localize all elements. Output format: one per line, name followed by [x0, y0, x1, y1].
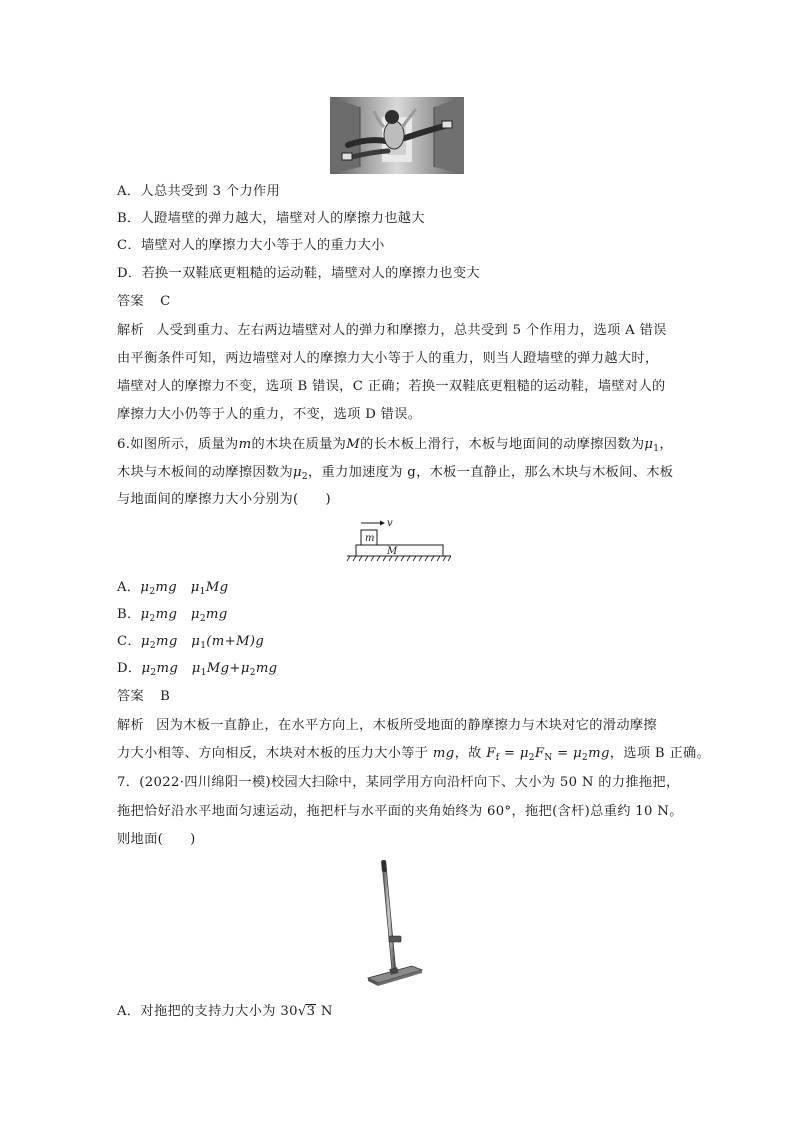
- mu-symbol: μ: [293, 465, 302, 480]
- answer-label: 答案: [117, 689, 145, 704]
- q5-option-b: B．人蹬墙壁的弹力越大，墙壁对人的摩擦力也越大: [117, 211, 425, 226]
- subscript: f: [495, 753, 500, 763]
- option-term: mg: [255, 661, 278, 676]
- q6-text: 6.如图所示，质量为: [117, 437, 239, 452]
- option-prefix: D．: [117, 661, 142, 676]
- q6-explanation-line-1: [117, 717, 657, 735]
- q5-answer: [117, 293, 171, 311]
- q7-stem-line-3: 则地面( ): [117, 832, 196, 847]
- formula-term: mg: [432, 746, 455, 761]
- ground-hatch: [347, 556, 451, 561]
- board-M-label: M: [387, 546, 398, 557]
- option-term: mg: [156, 661, 179, 676]
- option-prefix: A．: [117, 580, 141, 595]
- q6-option-d: [117, 660, 277, 678]
- q6-text: ，: [659, 437, 673, 452]
- option-prefix: C．: [117, 634, 141, 649]
- velocity-label: v: [387, 518, 393, 529]
- subscript: 2: [149, 587, 156, 597]
- q5-option-c: C．墙壁对人的摩擦力大小等于人的重力大小: [117, 238, 385, 253]
- explanation-label: 解析: [117, 718, 145, 733]
- subscript: 1: [200, 641, 207, 651]
- mu-symbol: μ: [519, 746, 529, 761]
- mu-symbol: μ: [573, 746, 583, 761]
- q7-stem-line-2: 拖把恰好沿水平地面匀速运动，拖把杆与水平面的夹角始终为 60°，拖把(含杆)总重约 10 N。: [117, 804, 683, 819]
- mass-m: m: [238, 437, 252, 452]
- q7-option-a: [117, 1003, 333, 1021]
- option-unit: N: [316, 1004, 333, 1019]
- q6-option-a: [117, 579, 228, 597]
- option-term: mg: [205, 607, 228, 622]
- answer-value: C: [160, 294, 171, 309]
- subscript: 2: [582, 753, 589, 763]
- mu-symbol: μ: [140, 634, 150, 649]
- q5-option-d: D．若换一双鞋底更粗糙的运动鞋，墙壁对人的摩擦力也变大: [117, 266, 480, 281]
- q5-explanation-line-3: 墙壁对人的摩擦力不变，选项 B 错误，C 正确；若换一双鞋底更粗糙的运动鞋，墙壁对人的: [117, 379, 666, 394]
- mop-figure: [366, 858, 424, 990]
- velocity-arrowhead: [380, 521, 385, 526]
- mu-symbol: μ: [191, 634, 201, 649]
- option-term: mg: [155, 580, 178, 595]
- mu-symbol: μ: [240, 661, 250, 676]
- wall-climbing-photo: [330, 97, 464, 174]
- q5-option-a: A．人总共受到 3 个力作用: [117, 184, 281, 199]
- q5-explanation-line-2: 由平衡条件可知，两边墙壁对人的摩擦力大小等于人的重力，则当人蹬墙壁的弹力越大时，: [117, 351, 659, 366]
- subscript: 2: [149, 614, 156, 624]
- q6-option-c: [117, 633, 264, 651]
- q6-text: ，重力加速度为 g，木板一直静止，那么木块与木板间、木板: [308, 465, 674, 480]
- subscript: N: [544, 753, 553, 763]
- block-m-label: m: [365, 533, 375, 544]
- formula-term: mg: [588, 746, 610, 761]
- q6-stem-line-2: [117, 464, 673, 482]
- mu-symbol: μ: [191, 661, 201, 676]
- q6-text: 的长木板上滑行，木板与地面间的动摩擦因数为: [360, 437, 645, 452]
- option-term: (m+M)g: [206, 634, 265, 649]
- mu-symbol: μ: [644, 437, 654, 452]
- q6-text: 的木块在质量为: [251, 437, 347, 452]
- subscript: 1: [653, 444, 660, 454]
- option-term: Mg: [205, 580, 229, 595]
- option-term: mg: [155, 607, 178, 622]
- q6-explanation-line-2: [117, 745, 710, 763]
- formula-term: F: [486, 746, 496, 761]
- answer-value: B: [160, 689, 171, 704]
- formula-eq: =: [499, 746, 520, 761]
- q6-answer: [117, 688, 170, 706]
- sqrt-symbol: √: [297, 1004, 307, 1019]
- explanation-text: ，故: [454, 746, 487, 761]
- mu-symbol: μ: [190, 607, 200, 622]
- explanation-text: ，选项 B 正确。: [609, 746, 711, 761]
- subscript: 2: [150, 668, 157, 678]
- subscript: 1: [199, 587, 206, 597]
- option-term: Mg+: [206, 661, 241, 676]
- formula-eq: =: [552, 746, 574, 761]
- subscript: 2: [301, 472, 308, 482]
- subscript: 2: [249, 668, 256, 678]
- q6-stem-line-1: [117, 436, 673, 454]
- q5-explanation-line-4: 摩擦力大小仍等于人的重力，不变，选项 D 错误。: [117, 407, 422, 422]
- block-on-board-diagram: [344, 517, 454, 565]
- explanation-text: 人受到重力、左右两边墙壁对人的弹力和摩擦力，总共受到 5 个作用力，选项 A 错误: [156, 323, 667, 338]
- sqrt-radicand: 3: [306, 1004, 316, 1019]
- option-text: A．对拖把的支持力大小为 30: [117, 1004, 298, 1019]
- mu-symbol: μ: [140, 607, 150, 622]
- explanation-label: 解析: [117, 323, 145, 338]
- q6-text: 木块与木板间的动摩擦因数为: [117, 465, 293, 480]
- explanation-text: 力大小相等、方向相反，木块对木板的压力大小等于: [117, 746, 433, 761]
- subscript: 1: [200, 668, 207, 678]
- q7-stem-line-1: 7．(2022·四川绵阳一模)校园大扫除中，某同学用方向沿杆向下、大小为 50 N 的力推拖把，: [117, 775, 680, 790]
- subscript: 2: [199, 614, 206, 624]
- subscript: 2: [149, 641, 156, 651]
- mu-symbol: μ: [140, 580, 150, 595]
- answer-label: 答案: [117, 294, 145, 309]
- mass-M: M: [346, 437, 361, 452]
- board-M: [356, 545, 443, 556]
- q6-stem-line-3: 与地面间的摩擦力大小分别为( ): [117, 492, 332, 507]
- q6-option-b: [117, 606, 228, 624]
- q5-explanation-line-1: [117, 322, 667, 340]
- mu-symbol: μ: [190, 580, 200, 595]
- option-term: mg: [155, 634, 178, 649]
- option-prefix: B．: [117, 607, 141, 622]
- subscript: 2: [528, 753, 535, 763]
- explanation-text: 因为木板一直静止，在水平方向上，木板所受地面的静摩擦力与木块对它的滑动摩擦: [156, 718, 657, 733]
- mu-symbol: μ: [141, 661, 151, 676]
- formula-term: F: [534, 746, 545, 761]
